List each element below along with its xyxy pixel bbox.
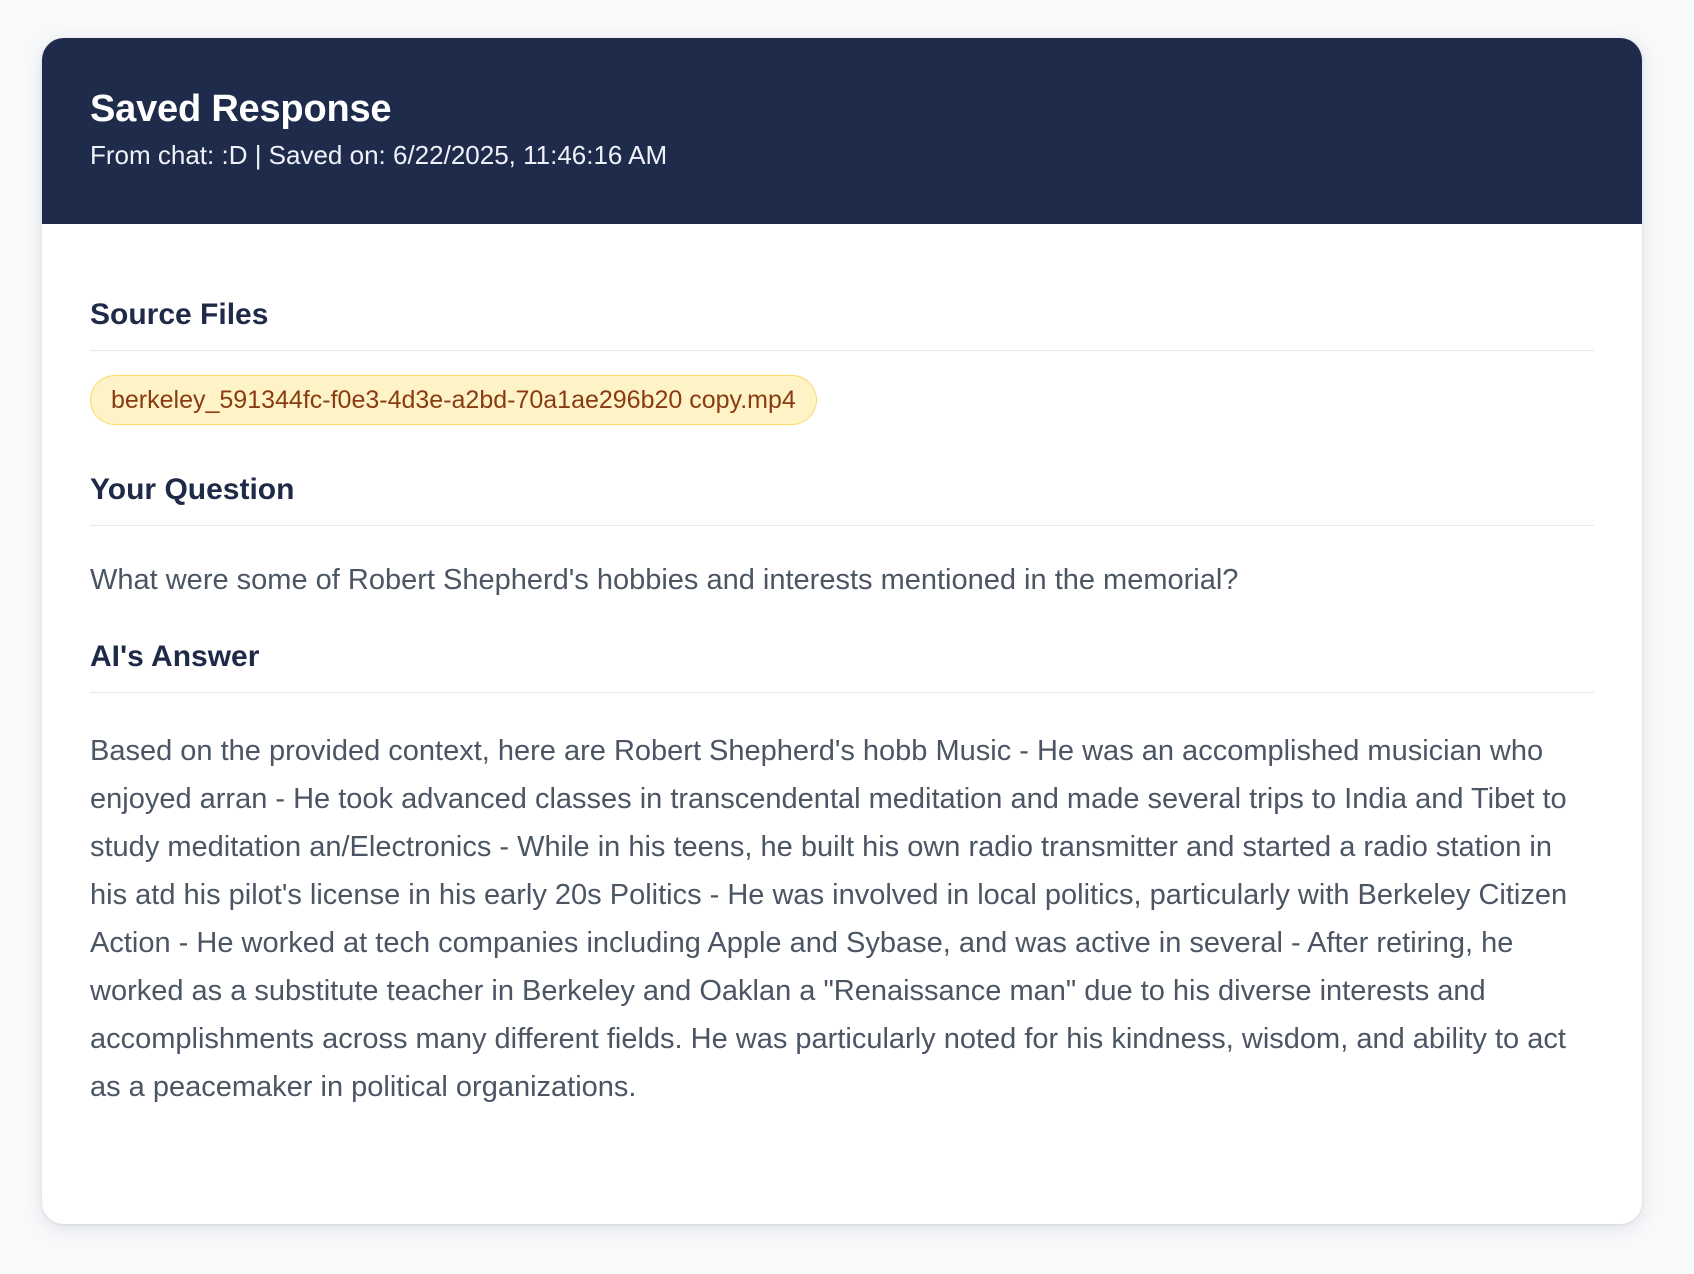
card-body	[42, 224, 1642, 1111]
answer-text: Based on the provided context, here are Robert Shepherd's hobb Music - He was an accomplished musician who enjoyed arran - He took advanced classes in transcendental meditation and made several trips to India and Tibet to study meditation an/Electronics - While in his teens, he built his own radio transmitter and started a radio station in his atd his pilot's license in his early 20s Politics - He was involved in local politics, particularly with Berkeley Citizen Action - He worked at tech companies including Apple and Sybase, and was active in several - After retiring, he worked as a substitute teacher in Berkeley and Oaklan a "Renaissance man" due to his diverse interests and accomplishments across many different fields. He was particularly noted for his kindness, wisdom, and ability to act as a peacemaker in political organizations.	[90, 735, 1568, 1103]
saved-meta: From chat: :D | Saved on: 6/22/2025, 11:46:16 AM	[90, 140, 668, 170]
answer-heading: AI's Answer	[90, 638, 1594, 693]
source-files-heading: Source Files	[90, 296, 1594, 351]
question-heading: Your Question	[90, 471, 1594, 526]
question-text: What were some of Robert Shepherd's hobbies and interests mentioned in the memorial?	[90, 564, 1239, 596]
card-header	[42, 38, 1642, 224]
saved-response-card	[42, 38, 1642, 1224]
page-title: Saved Response	[90, 88, 392, 130]
file-chip[interactable]: berkeley_591344fc-f0e3-4d3e-a2bd-70a1ae296b20 copy.mp4	[90, 375, 817, 425]
source-files-list	[90, 375, 1594, 425]
